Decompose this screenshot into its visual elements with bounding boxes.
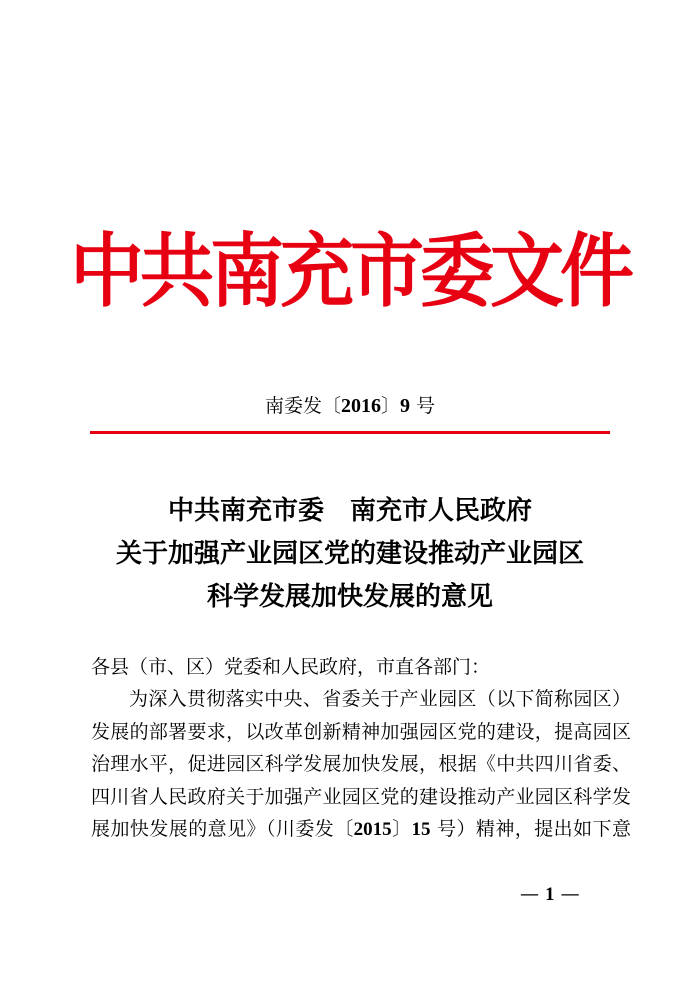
doc-number-prefix: 南委发〔 (264, 395, 341, 417)
document-number (0, 391, 700, 421)
doc-number-mid: 〕 (380, 395, 400, 417)
document-title (60, 490, 640, 619)
body-line: 四川省人民政府关于加强产业园区党的建设推动产业园区科学发 (91, 785, 631, 808)
page-number-value: 1 (545, 884, 555, 905)
page-dash-right: — (554, 883, 580, 905)
red-separator-rule (90, 431, 610, 434)
document-issuer-masthead: 中共南充市委文件 (70, 225, 630, 319)
body-line: 发展的部署要求，以改革创新精神加强园区党的建设，提高园区 (91, 720, 631, 743)
page-dash-left: — (520, 883, 546, 905)
body-last-part-3: 号）精神，提出如下意 (430, 818, 631, 840)
body-last-year: 2015 (353, 819, 392, 840)
body-last-part-1: 展加快发展的意见》（川委发〔 (91, 818, 354, 840)
title-line-2: 关于加强产业园区党的建设推动产业园区 (115, 539, 584, 569)
body-line-last (91, 813, 631, 847)
title-line-1: 中共南充市委 南充市人民政府 (167, 496, 532, 526)
page-number (520, 879, 580, 910)
body-last-part-2: 〕 (391, 818, 412, 840)
title-line-3: 科学发展加快发展的意见 (206, 582, 493, 612)
body-last-number: 15 (411, 819, 431, 840)
body-line: 为深入贯彻落实中央、省委关于产业园区（以下简称园区） (129, 688, 631, 710)
doc-number-value: 9 (399, 395, 410, 417)
doc-number-suffix: 号 (409, 395, 436, 417)
doc-number-year: 2016 (340, 395, 381, 417)
body-line: 治理水平，促进园区科学发展加快发展，根据《中共四川省委、 (91, 753, 631, 775)
salutation: 各县（市、区）党委和人民政府，市直各部门： (91, 656, 491, 678)
body-paragraph (91, 683, 631, 847)
